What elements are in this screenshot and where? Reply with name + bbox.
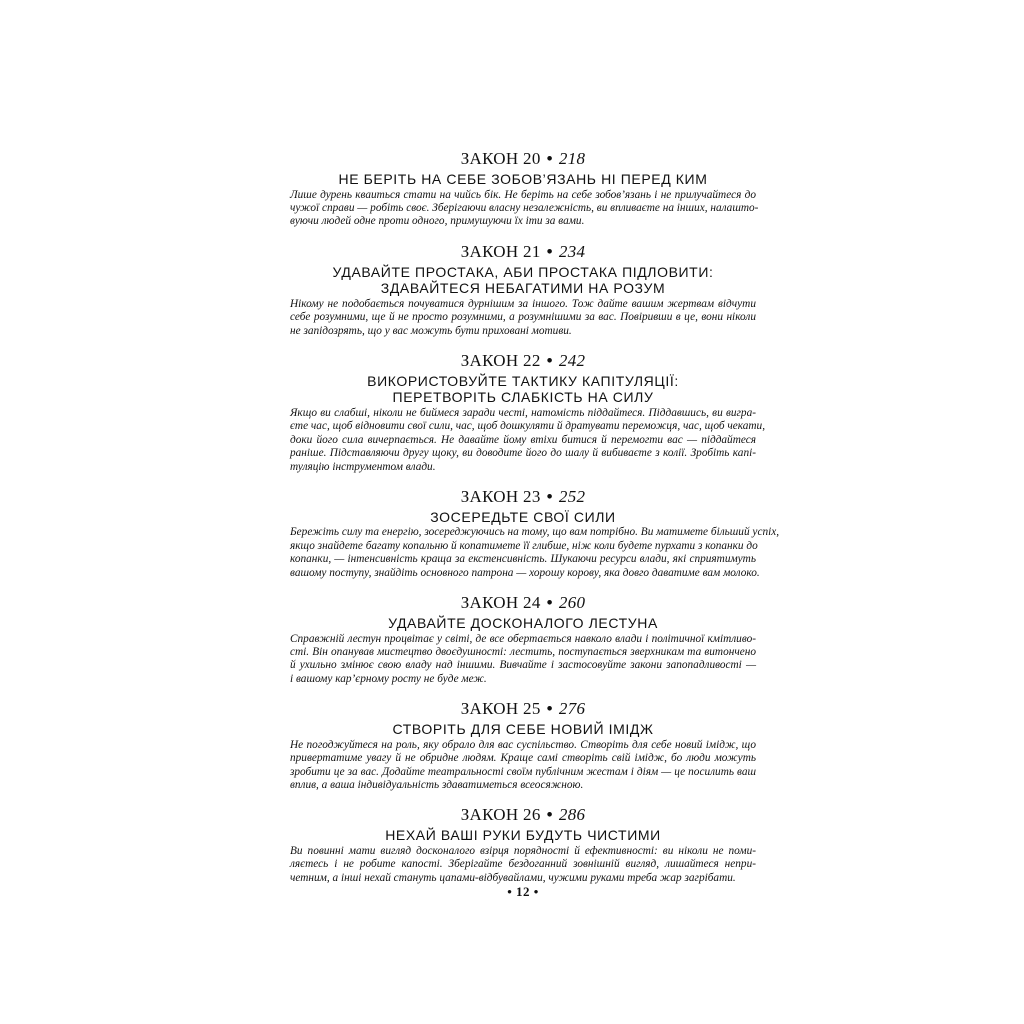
- law-description-line: Справжній лестун процвітає у світі, де все обертається навколо влади і політичної кмітливо-: [290, 632, 756, 645]
- law-description-line: копанки, — інтенсивність краща за екстенсивність. Шукаючи ресурси влади, які сприятимуть: [290, 553, 756, 566]
- law-description-line: четним, а інші нехай стануть цапами-відбувайлами, чужими руками треба жар загрібати.: [290, 871, 736, 884]
- law-heading: [290, 486, 756, 508]
- law-description-line: вуючи людей одне проти одного, примушуючи їх іти за вами.: [290, 215, 585, 228]
- bullet-separator: •: [546, 805, 553, 825]
- law-number: ЗАКОН 26: [460, 805, 541, 825]
- law-description: [290, 526, 780, 580]
- law-title-line: НЕ БЕРІТЬ НА СЕБЕ ЗОБОВ’ЯЗАНЬ НІ ПЕРЕД КИМ: [338, 171, 708, 187]
- law-page-number: 252: [558, 486, 586, 506]
- law-number: ЗАКОН 23: [460, 486, 541, 506]
- law-description: [290, 298, 756, 338]
- law-heading: [290, 804, 756, 826]
- law-title: [290, 509, 756, 526]
- law-title: [290, 171, 756, 188]
- law-title-line: ЗДАВАЙТЕСЯ НЕБАГАТИМИ НА РОЗУМ: [380, 280, 666, 297]
- law-heading: [290, 698, 756, 720]
- law-page-number: 234: [558, 241, 586, 261]
- law-description-line: туляцію інструментом влади.: [290, 460, 436, 473]
- law-page-number: 286: [558, 805, 586, 825]
- law-entry: [290, 350, 766, 474]
- law-description: [290, 188, 759, 229]
- law-description-line: вашому поступу, знайдіть основного патрона — хорошу корову, яка довго даватиме вам молоко.: [290, 566, 760, 579]
- law-description-line: Ви повинні мати вигляд досконалого взірця порядності й ефективності: ви ніколи не поми-: [290, 844, 756, 857]
- law-title: [290, 721, 756, 738]
- law-title-line: УДАВАЙТЕ ДОСКОНАЛОГО ЛЕСТУНА: [388, 615, 658, 632]
- bullet-separator: •: [546, 350, 553, 370]
- law-description-line: привертатиме увагу й не обридне людям. Краще самі створіть свій імідж, бо люди можуть: [290, 752, 756, 765]
- page-number: • 12 •: [507, 884, 539, 899]
- law-description-line: ляєтесь і не робите капості. Зберігайте бездоганний зовнішній вигляд, лишайтеся непри-: [290, 858, 756, 871]
- law-description-line: Якщо ви слабші, ніколи не биймеся заради честі, натомість піддайтеся. Піддавшись, ви вигра-: [290, 406, 756, 419]
- law-title: [290, 373, 756, 406]
- law-description-line: Бережіть силу та енергію, зосереджуючись на тому, що вам потрібно. Ви матимете більший успіх,: [290, 526, 780, 539]
- law-description-line: єте час, щоб відновити свої сили, час, щоб дошкуляти й дратувати переможця, час, щоб чекати,: [290, 420, 766, 433]
- bullet-separator: •: [546, 241, 553, 261]
- law-title-line: ВИКОРИСТОВУЙТЕ ТАКТИКУ КАПІТУЛЯЦІЇ:: [367, 372, 679, 389]
- law-description-line: себе розумними, ще й не просто розумними, а розумнішими за вас. Повіривши в це, вони ніколи: [290, 311, 756, 324]
- law-title-line: НЕХАЙ ВАШІ РУКИ БУДУТЬ ЧИСТИМИ: [385, 827, 661, 844]
- law-title: [290, 827, 756, 844]
- law-heading: [290, 350, 756, 372]
- law-description-line: Нікому не подобається почуватися дурнішим за іншого. Тож дайте вашим жертвам відчути: [290, 297, 756, 310]
- law-title-line: СТВОРІТЬ ДЛЯ СЕБЕ НОВИЙ ІМІДЖ: [392, 721, 654, 738]
- law-heading: [290, 241, 756, 263]
- law-description-line: й ухильно змінює свою владу над іншими. Вивчайте і застосовуйте закони запопадливості —: [290, 659, 756, 672]
- law-description-line: чужої справи — робіть своє. Зберігаючи власну незалежність, ви впливаєте на інших, налашто-: [290, 201, 759, 214]
- law-entry: [290, 148, 759, 229]
- law-title: [290, 615, 756, 632]
- law-description: [290, 406, 766, 474]
- bullet-separator: •: [546, 593, 553, 613]
- bullet-separator: •: [546, 699, 553, 719]
- law-page-number: 260: [558, 593, 586, 613]
- law-entry: [290, 486, 780, 580]
- law-number: ЗАКОН 24: [460, 593, 541, 613]
- law-number: ЗАКОН 21: [460, 241, 541, 261]
- law-title-line: ЗОСЕРЕДЬТЕ СВОЇ СИЛИ: [430, 508, 616, 525]
- law-description-line: і вашому кар’єрному росту не буде меж.: [290, 672, 487, 685]
- law-description: [290, 633, 756, 687]
- law-title: [290, 264, 756, 297]
- law-number: ЗАКОН 25: [460, 699, 541, 719]
- law-description-line: вплив, а ваша індивідуальність здаватиметься всеосяжною.: [290, 778, 584, 791]
- law-page-number: 242: [558, 350, 586, 370]
- contents-page: [290, 148, 780, 897]
- law-entry: [290, 804, 756, 885]
- law-page-number: 276: [558, 699, 586, 719]
- law-number: ЗАКОН 20: [460, 149, 541, 168]
- law-description-line: сті. Він опанував мистецтво двоєдушності: лестить, поступається зверхникам та витончено: [290, 646, 756, 658]
- law-description-line: Лише дурень кваиться стати на чийсь бік. Не беріть на себе зобов’язань і не прилучайтеся до: [290, 188, 756, 201]
- law-title-line: УДАВАЙТЕ ПРОСТАКА, АБИ ПРОСТАКА ПІДЛОВИТИ:: [332, 263, 714, 280]
- law-description: [290, 739, 756, 793]
- law-entry: [290, 241, 756, 338]
- law-description-line: якщо знайдете багату копальню й копатимете її глибше, ніж коли будете пурхати з копанки до: [290, 539, 758, 552]
- bullet-separator: •: [546, 486, 553, 506]
- law-heading: [290, 148, 756, 170]
- law-description: [290, 845, 756, 885]
- bullet-separator: •: [546, 149, 553, 168]
- law-description-line: раніше. Підставляючи другу щоку, ви доводите його до шалу й вибиваєте з колії. Зробіть капі-: [290, 447, 756, 460]
- law-number: ЗАКОН 22: [460, 350, 541, 370]
- law-description-line: зробити це за вас. Додайте театральності своїм публічним жестам і діям — це посилить ваш: [290, 765, 756, 778]
- law-description-line: не запідозрять, що у вас можуть бути приховані мотиви.: [290, 324, 572, 337]
- law-entry: [290, 592, 756, 686]
- law-heading: [290, 592, 756, 614]
- law-entry: [290, 698, 756, 792]
- law-description-line: доки його сила вичерпається. Не давайте йому втіхи битися й перемогти вас — піддайтеся: [290, 433, 756, 446]
- law-page-number: 218: [558, 149, 586, 168]
- law-title-line: ПЕРЕТВОРІТЬ СЛАБКІСТЬ НА СИЛУ: [392, 389, 654, 406]
- law-description-line: Не погоджуйтеся на роль, яку обрало для вас суспільство. Створіть для себе новий імідж, що: [290, 738, 756, 751]
